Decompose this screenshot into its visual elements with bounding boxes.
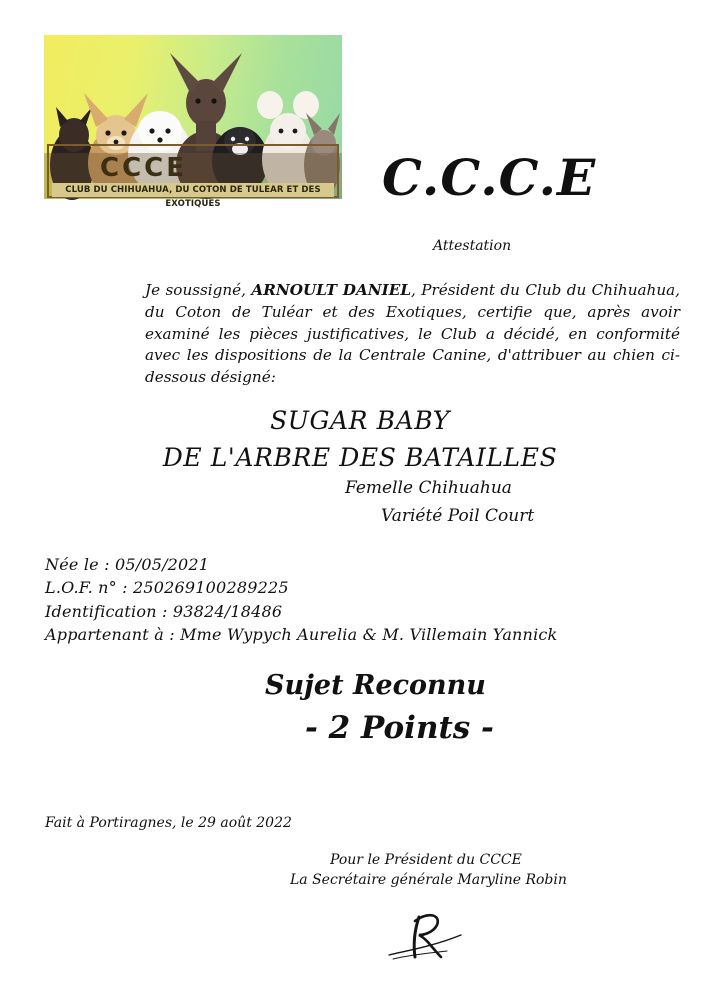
dog-name-line1: SUGAR BABY [270,406,450,435]
president-name: ARNOULT DANIEL [251,281,412,299]
logo-full-name: CLUB DU CHIHUAHUA, DU COTON DE TULEAR ET DES EXOTIQUES [52,183,334,197]
intro-suffix: , Président du Club du Chihuahua, du Coton de Tuléar et des Exotiques, certifie que, après avoir examiné les pièces justificatives, le Club a décidé, en conformité avec les dispositions de la Centrale Canine, d'attribuer au chien ci-dessous désigné: [145,281,680,387]
document-heading: Attestation [433,238,512,254]
handwritten-signature [385,905,475,965]
signatory-line1: Pour le Président du CCCE [330,852,522,868]
club-title: C.C.C.E [382,148,597,207]
dog-name-line2: DE L'ARBRE DES BATAILLES [162,443,558,472]
intro-prefix: Je soussigné, [145,281,252,299]
identification: Identification : 93824/18486 [45,601,283,621]
lof-number: L.O.F. n° : 250269100289225 [45,578,289,598]
signatory-line2: La Secrétaire générale Maryline Robin [290,872,567,888]
logo-abbreviation: CCCE [100,153,188,183]
result-status: Sujet Reconnu [265,670,486,701]
place-date: Fait à Portiragnes, le 29 août 2022 [45,815,292,831]
dog-variety: Variété Poil Court [381,506,535,526]
club-logo [44,35,342,209]
dog-facts [45,553,557,646]
result-points: - 2 Points - [305,710,494,746]
dog-name [80,402,640,476]
attestation-paragraph [45,280,680,389]
dog-sex-breed: Femelle Chihuahua [345,478,512,498]
owners: Appartenant à : Mme Wypych Aurelia & M. Villemain Yannick [45,624,558,644]
birth-date: Née le : 05/05/2021 [45,555,210,574]
